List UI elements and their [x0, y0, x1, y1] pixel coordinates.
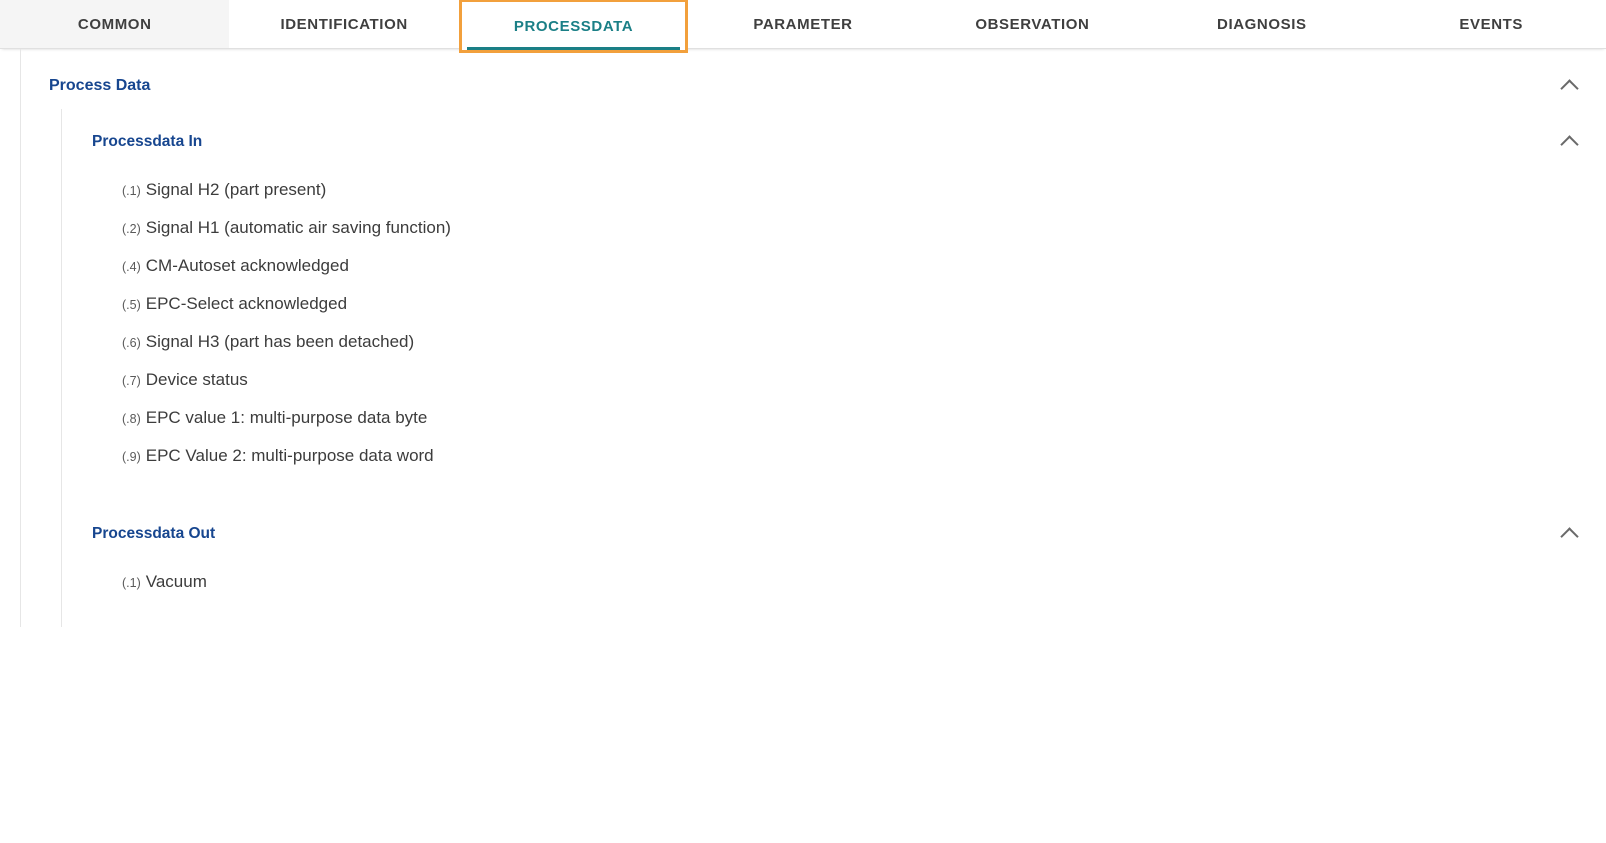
list-item[interactable] — [62, 437, 1606, 475]
chevron-up-icon[interactable] — [1560, 75, 1582, 97]
item-index: (.1) — [122, 184, 141, 198]
item-label: Signal H3 (part has been detached) — [145, 332, 415, 351]
tab-label: COMMON — [77, 15, 152, 33]
list-item[interactable] — [62, 323, 1606, 361]
item-label: EPC value 1: multi-purpose data byte — [145, 408, 428, 427]
process-data-section — [20, 49, 1606, 627]
processdata-out-header[interactable] — [62, 501, 1606, 555]
tab-observation[interactable] — [918, 0, 1147, 48]
item-index: (.7) — [122, 374, 141, 388]
process-data-section-header[interactable] — [21, 49, 1606, 109]
chevron-up-icon[interactable] — [1560, 523, 1582, 545]
item-label: EPC Value 2: multi-purpose data word — [145, 446, 434, 465]
item-index: (.5) — [122, 298, 141, 312]
item-index: (.6) — [122, 336, 141, 350]
tab-bar — [0, 0, 1606, 49]
chevron-up-icon[interactable] — [1560, 131, 1582, 153]
item-index: (.1) — [122, 576, 141, 590]
item-label: Vacuum — [145, 572, 207, 591]
list-item[interactable] — [62, 361, 1606, 399]
tab-active-underline — [467, 47, 680, 50]
subsection-title: Processdata In — [92, 133, 203, 150]
processdata-out-subsection — [61, 501, 1606, 627]
tab-label: OBSERVATION — [975, 15, 1090, 33]
processdata-panel — [0, 49, 1606, 627]
list-item[interactable] — [62, 209, 1606, 247]
tab-processdata[interactable] — [459, 0, 688, 53]
list-item[interactable] — [62, 247, 1606, 285]
processdata-in-list — [62, 163, 1606, 501]
tab-identification[interactable] — [229, 0, 458, 48]
tab-label: IDENTIFICATION — [280, 15, 408, 33]
list-item[interactable] — [62, 399, 1606, 437]
tab-parameter[interactable] — [688, 0, 917, 48]
subsection-title: Processdata Out — [92, 525, 216, 542]
tab-label: DIAGNOSIS — [1217, 15, 1307, 33]
item-index: (.4) — [122, 260, 141, 274]
tab-label: EVENTS — [1459, 15, 1524, 33]
tab-diagnosis[interactable] — [1147, 0, 1376, 48]
processdata-out-list — [62, 555, 1606, 627]
list-item[interactable] — [62, 171, 1606, 209]
processdata-in-header[interactable] — [62, 109, 1606, 163]
item-label: CM-Autoset acknowledged — [145, 256, 349, 275]
item-label: Signal H2 (part present) — [145, 180, 327, 199]
item-index: (.2) — [122, 222, 141, 236]
tab-label: PARAMETER — [753, 15, 853, 33]
tab-common[interactable] — [0, 0, 229, 48]
processdata-in-subsection — [61, 109, 1606, 501]
item-index: (.8) — [122, 412, 141, 426]
list-item[interactable] — [62, 563, 1606, 601]
item-label: Signal H1 (automatic air saving function) — [145, 218, 451, 237]
item-label: Device status — [145, 370, 248, 389]
list-item[interactable] — [62, 285, 1606, 323]
item-label: EPC-Select acknowledged — [145, 294, 348, 313]
section-title: Process Data — [49, 77, 151, 94]
item-index: (.9) — [122, 450, 141, 464]
tab-events[interactable] — [1377, 0, 1606, 48]
tab-label: PROCESSDATA — [513, 17, 634, 35]
